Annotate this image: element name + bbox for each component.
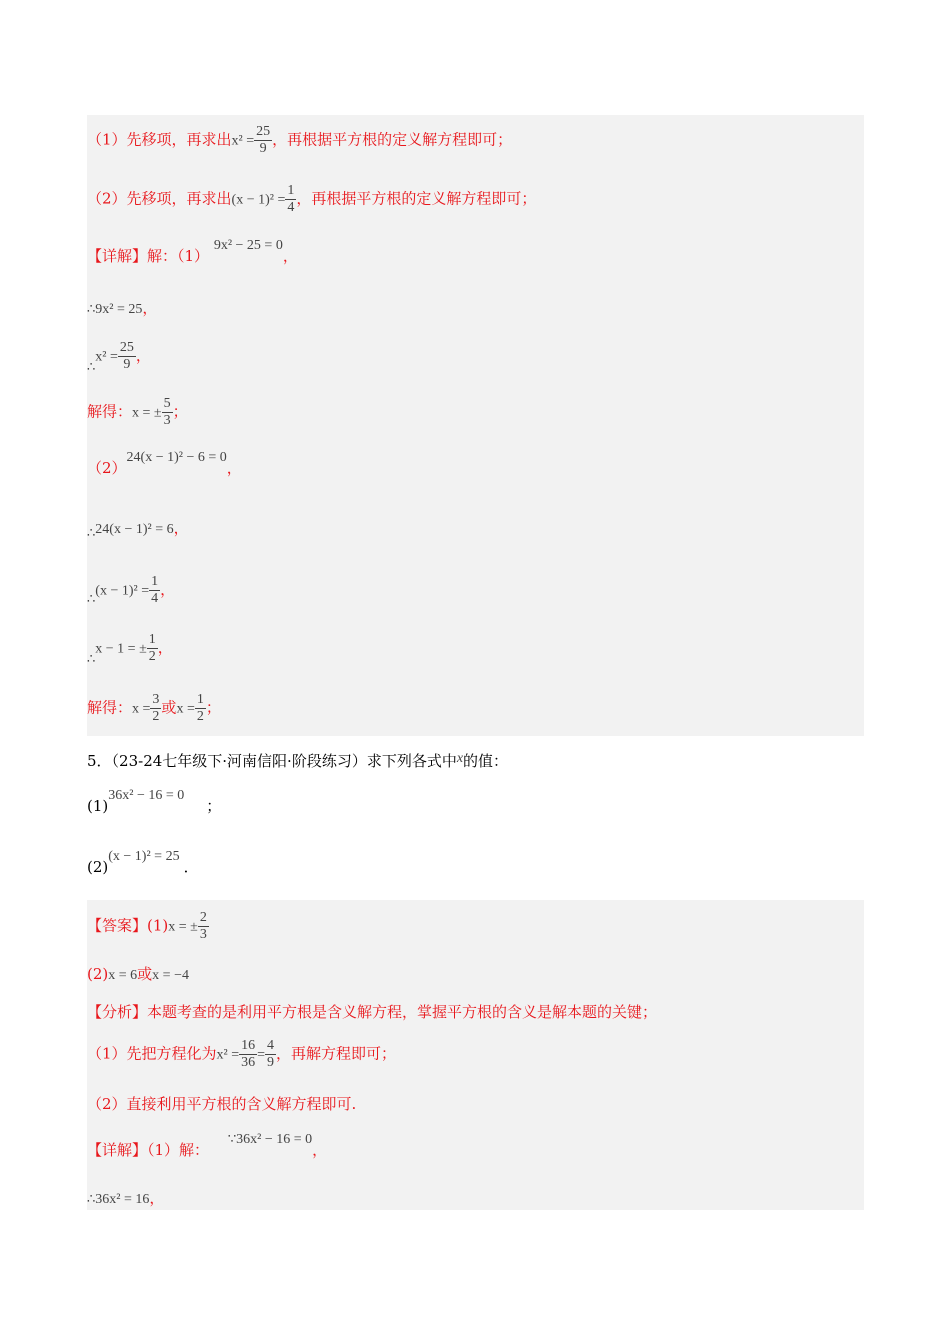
- q5-title: 5．（23-24七年级下·河南信阳·阶段练习）求下列各式中x的值：: [87, 751, 509, 770]
- q4-line1: ∴9x² = 25，: [87, 299, 158, 317]
- q4-analysis-step2: （2）先移项，再求出(x − 1)² = $\frac{1}{4}$ ，再根据平方根的定义解方程即可；: [87, 183, 537, 215]
- q5-answer2: (2)x = 6或x = −4: [87, 965, 189, 983]
- q4-line3: 解得：x = ± $\frac{5}{3}$ ；: [87, 396, 188, 428]
- q5-item2: (2)(x − 1)² = 25．: [87, 849, 199, 876]
- q4-part2-line3: ∴x − 1 = ± $\frac{1}{2}$ ，: [87, 632, 173, 667]
- q4-analysis-step1: （1）先移项，再求出x² = $\frac{25}{9}$ ，再根据平方根的定义解方程即可；: [87, 124, 513, 156]
- q5-detail-heading: 【详解】（1）解： ∵36x² − 16 = 0，: [87, 1132, 328, 1159]
- q5-analysis-step2: （2）直接利用平方根的含义解方程即可.: [87, 1095, 357, 1113]
- fraction: $\frac{25}{9}$: [256, 124, 271, 156]
- q4-part2-line1: ∴24(x − 1)² = 6，: [87, 519, 189, 541]
- q4-detail-heading: 【详解】解：（1） 9x² − 25 = 0，: [87, 238, 298, 265]
- q4-part2-line2: ∴(x − 1)² = $\frac{1}{4}$ ，: [87, 574, 176, 607]
- q5-analysis: 【分析】本题考查的是利用平方根是含义解方程，掌握平方根的含义是解本题的关键；: [87, 1003, 658, 1021]
- q5-analysis-step1: （1）先把方程化为x² = $\frac{16}{36}$ = $\frac{4}{9}$ ，再解方程即可；: [87, 1038, 397, 1070]
- q4-part2-solution: 解得：x = $\frac{3}{2}$ 或x = $\frac{1}{2}$ ；: [87, 692, 221, 724]
- q5-answer1: 【答案】(1)x = ± $\frac{2}{3}$: [87, 910, 207, 942]
- q5-line1: ∴36x² = 16，: [87, 1189, 165, 1207]
- q5-item1: (1)36x² − 16 = 0；: [87, 788, 222, 815]
- q4-line2: ∴x² = $\frac{25}{9}$ ，: [87, 340, 151, 375]
- q4-part2-heading: （2）24(x − 1)² − 6 = 0，: [87, 450, 242, 477]
